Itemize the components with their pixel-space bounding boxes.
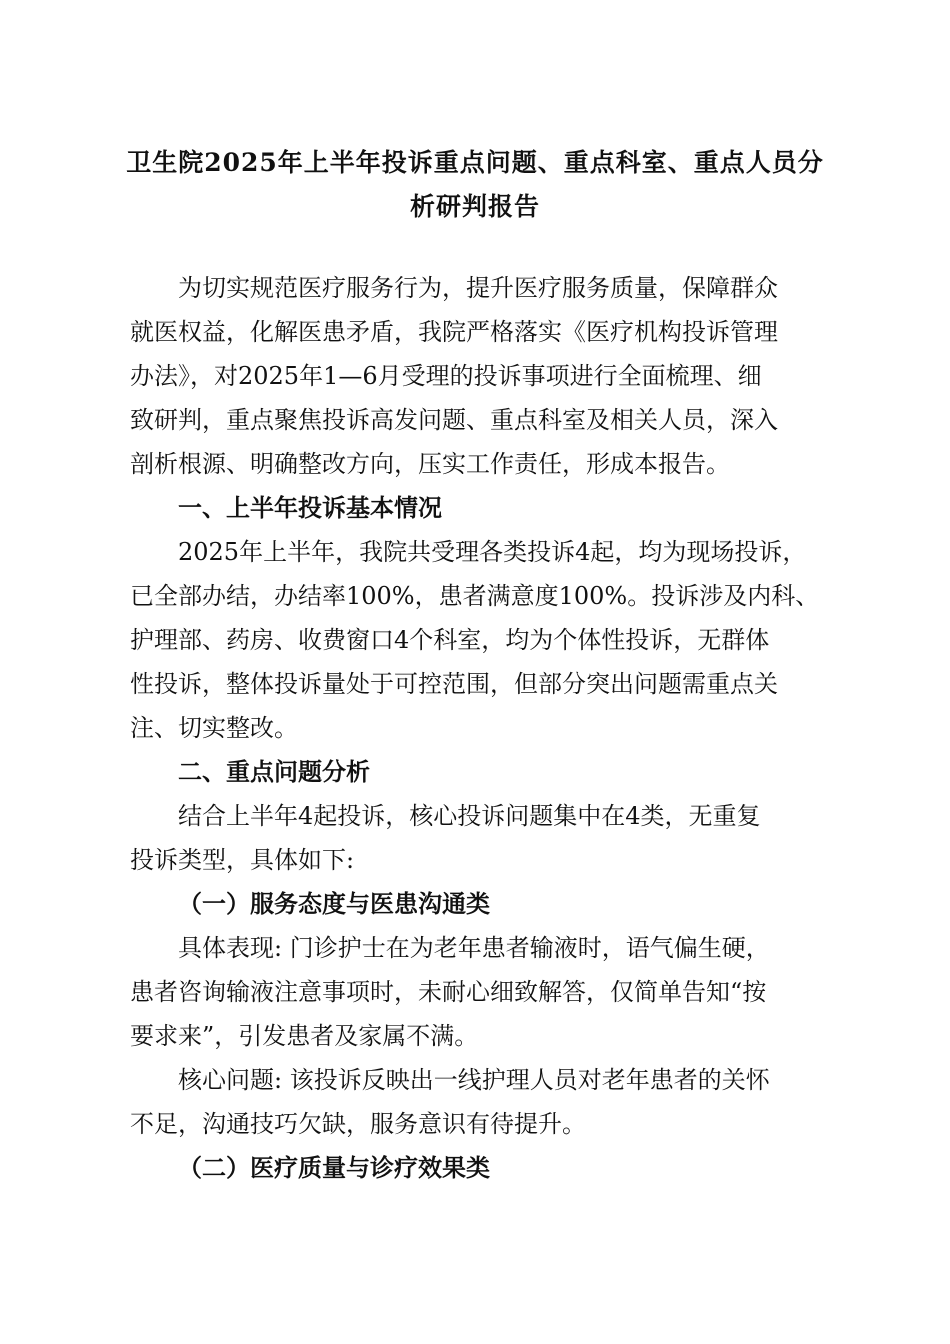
intro-line-5: 剖析根源、明确整改方向，压实工作责任，形成本报告。 bbox=[130, 450, 730, 478]
section-1-line-4: 性投诉，整体投诉量处于可控范围，但部分突出问题需重点关 bbox=[130, 670, 778, 698]
subsection-1-performance-line-1: 具体表现: 门诊护士在为老年患者输液时，语气偏生硬， bbox=[178, 934, 770, 962]
section-1-line-2: 已全部办结，办结率100%，患者满意度100%。投诉涉及内科、 bbox=[130, 582, 820, 610]
section-2-heading: 二、重点问题分析 bbox=[178, 757, 370, 786]
subsection-1-performance-line-3: 要求来”，引发患者及家属不满。 bbox=[130, 1022, 479, 1050]
document-title-line-2: 析研判报告 bbox=[409, 192, 540, 221]
intro-line-3: 办法》，对2025年1—6月受理的投诉事项进行全面梳理、细 bbox=[130, 362, 762, 390]
subsection-1-core-line-1: 核心问题: 该投诉反映出一线护理人员对老年患者的关怀 bbox=[178, 1066, 770, 1094]
section-2-line-1: 结合上半年4起投诉，核心投诉问题集中在4类，无重复 bbox=[178, 802, 761, 830]
subsection-1-heading: （一）服务态度与医患沟通类 bbox=[178, 889, 490, 918]
subsection-2-heading: （二）医疗质量与诊疗效果类 bbox=[178, 1153, 490, 1182]
section-1-heading: 一、上半年投诉基本情况 bbox=[178, 493, 442, 522]
intro-line-1: 为切实规范医疗服务行为，提升医疗服务质量，保障群众 bbox=[178, 274, 778, 302]
section-2-line-2: 投诉类型，具体如下: bbox=[130, 846, 355, 874]
section-1-line-1: 2025年上半年，我院共受理各类投诉4起，均为现场投诉， bbox=[178, 538, 807, 566]
intro-line-4: 致研判，重点聚焦投诉高发问题、重点科室及相关人员，深入 bbox=[130, 406, 778, 434]
intro-line-2: 就医权益，化解医患矛盾，我院严格落实《医疗机构投诉管理 bbox=[130, 318, 778, 346]
subsection-1-performance-line-2: 患者咨询输液注意事项时，未耐心细致解答，仅简单告知“按 bbox=[130, 978, 767, 1006]
section-1-line-3: 护理部、药房、收费窗口4个科室，均为个体性投诉，无群体 bbox=[130, 626, 770, 654]
subsection-1-core-line-2: 不足，沟通技巧欠缺，服务意识有待提升。 bbox=[130, 1110, 586, 1138]
document-title-line-1: 卫生院2025年上半年投诉重点问题、重点科室、重点人员分 bbox=[126, 148, 824, 177]
section-1-line-5: 注、切实整改。 bbox=[130, 714, 298, 742]
